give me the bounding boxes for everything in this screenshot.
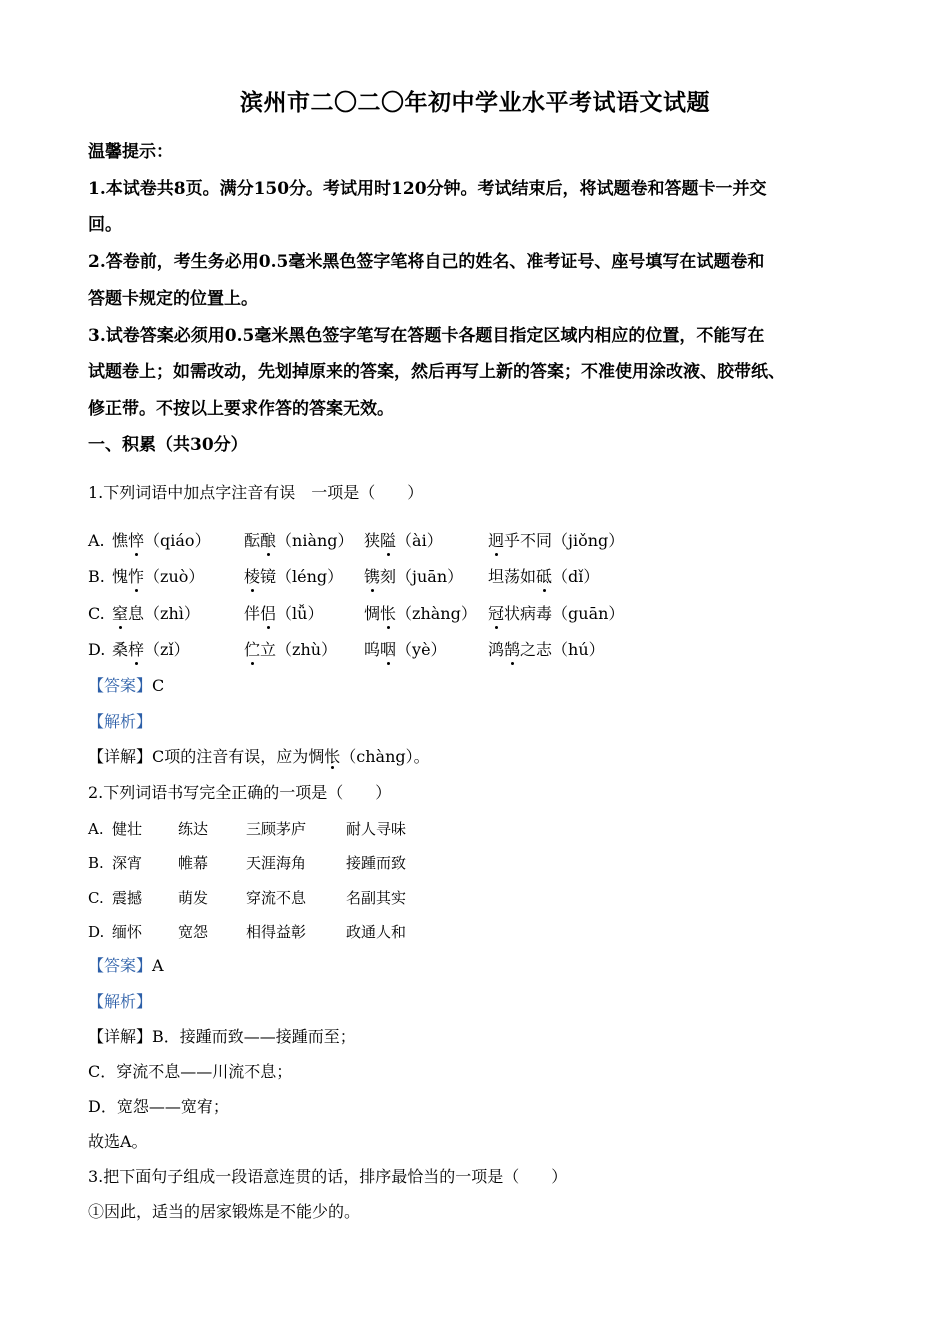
answer-label: 【答案】 [88, 956, 153, 975]
option-word: 练达 [178, 820, 209, 838]
option-word: 接踵而致 [346, 854, 407, 872]
option-word: 相得益彰 [246, 923, 307, 941]
q1-answer [88, 674, 164, 698]
option-item: 镌刻（juān） [364, 565, 488, 589]
option-letter: B. [88, 854, 104, 872]
option-item: 伴侣（lǚ） [244, 602, 364, 626]
q1-option-d [88, 638, 605, 662]
option-item: 狭隘（ài） [364, 529, 488, 553]
notice-line: 答题卡规定的位置上。 [88, 289, 258, 309]
q3-sentence: ①因此，适当的居家锻炼是不能少的。 [88, 1202, 361, 1221]
q2-detail-line: 【详解】B．接踵而致——接踵而至； [88, 1027, 356, 1046]
option-letter: A. [88, 820, 104, 838]
question-number: 1. [88, 483, 104, 502]
option-letter: C. [88, 889, 104, 907]
q1-option-c [88, 602, 624, 626]
q2-analysis-label: 【解析】 [88, 992, 153, 1011]
question-2-stem [88, 781, 391, 805]
notice-line: 3.试卷答案必须用0.5毫米黑色签字笔写在答题卡各题目指定区域内相应的位置，不能写在 [88, 326, 765, 346]
q2-detail-line: C．穿流不息——川流不息； [88, 1062, 293, 1081]
option-item: 愧怍（zuò） [112, 565, 244, 589]
option-item: 鸿鹄之志（hú） [488, 638, 605, 662]
option-word: 耐人寻味 [346, 820, 407, 838]
option-word: 缅怀 [112, 923, 143, 941]
q1-option-a [88, 529, 624, 553]
option-item: 冠状病毒（guān） [488, 602, 624, 626]
notice-line: 1.本试卷共8页。满分150分。考试用时120分钟。考试结束后，将试题卷和答题卡一并交 [88, 179, 767, 199]
option-letter: C. [88, 604, 105, 623]
question-3-stem [88, 1165, 567, 1189]
q2-option-d [88, 920, 406, 944]
answer-label: 【答案】 [88, 676, 153, 695]
option-letter: A. [88, 531, 105, 550]
notice-line: 试题卷上；如需改动，先划掉原来的答案，然后再写上新的答案；不准使用涂改液、胶带纸、 [88, 362, 785, 382]
option-word: 健壮 [112, 820, 143, 838]
q2-detail-line: D．宽怨——宽宥； [88, 1097, 229, 1116]
option-word: 震撼 [112, 889, 143, 907]
question-text: 下列词语书写完全正确的一项是（ ） [103, 783, 392, 802]
option-item: 坦荡如砥（dǐ） [488, 565, 599, 589]
q2-option-c [88, 886, 406, 910]
option-item: 伫立（zhù） [244, 638, 364, 662]
option-word: 三顾茅庐 [246, 820, 307, 838]
option-item: 窒息（zhì） [112, 602, 244, 626]
q1-detail: 【详解】C项的注音有误，应为惆怅（chàng）。 [88, 747, 430, 766]
option-item: 酝酿（niàng） [244, 529, 364, 553]
option-item: 呜咽（yè） [364, 638, 488, 662]
notice-line: 回。 [88, 215, 122, 235]
section-heading: 一、积累（共30分） [88, 435, 248, 455]
option-word: 深宵 [112, 854, 143, 872]
notice-heading: 温馨提示： [88, 142, 173, 162]
option-item: 迥乎不同（jiǒng） [488, 529, 624, 553]
notice-line: 2.答卷前，考生务必用0.5毫米黑色签字笔将自己的姓名、准考证号、座号填写在试题卷和 [88, 252, 765, 272]
option-word: 名副其实 [346, 889, 407, 907]
option-word: 宽怨 [178, 923, 209, 941]
question-1-stem [88, 481, 423, 505]
option-item: 棱镜（léng） [244, 565, 364, 589]
q1-option-b [88, 565, 599, 589]
option-letter: B. [88, 567, 105, 586]
page-title: 滨州市二〇二〇年初中学业水平考试语文试题 [240, 89, 710, 116]
answer-value: A [152, 956, 164, 975]
question-text: 下列词语中加点字注音有误 一项是（ ） [103, 483, 424, 502]
option-letter: D. [88, 640, 106, 659]
option-word: 萌发 [178, 889, 209, 907]
question-text: 把下面句子组成一段语意连贯的话，排序最恰当的一项是（ ） [103, 1167, 568, 1186]
question-number: 3. [88, 1167, 104, 1186]
option-item: 桑梓（zǐ） [112, 638, 244, 662]
option-word: 政通人和 [346, 923, 407, 941]
q2-option-b [88, 851, 406, 875]
option-item: 惆怅（zhàng） [364, 602, 488, 626]
q2-option-a [88, 817, 406, 841]
option-word: 天涯海角 [246, 854, 307, 872]
option-word: 穿流不息 [246, 889, 307, 907]
q2-detail-line: 故选A。 [88, 1132, 148, 1151]
q2-answer [88, 954, 164, 978]
notice-line: 修正带。不按以上要求作答的答案无效。 [88, 399, 394, 419]
answer-value: C [152, 676, 165, 695]
option-item: 憔悴（qiáo） [112, 529, 244, 553]
option-letter: D. [88, 923, 105, 941]
q1-analysis-label: 【解析】 [88, 712, 153, 731]
question-number: 2. [88, 783, 104, 802]
option-word: 帷幕 [178, 854, 209, 872]
